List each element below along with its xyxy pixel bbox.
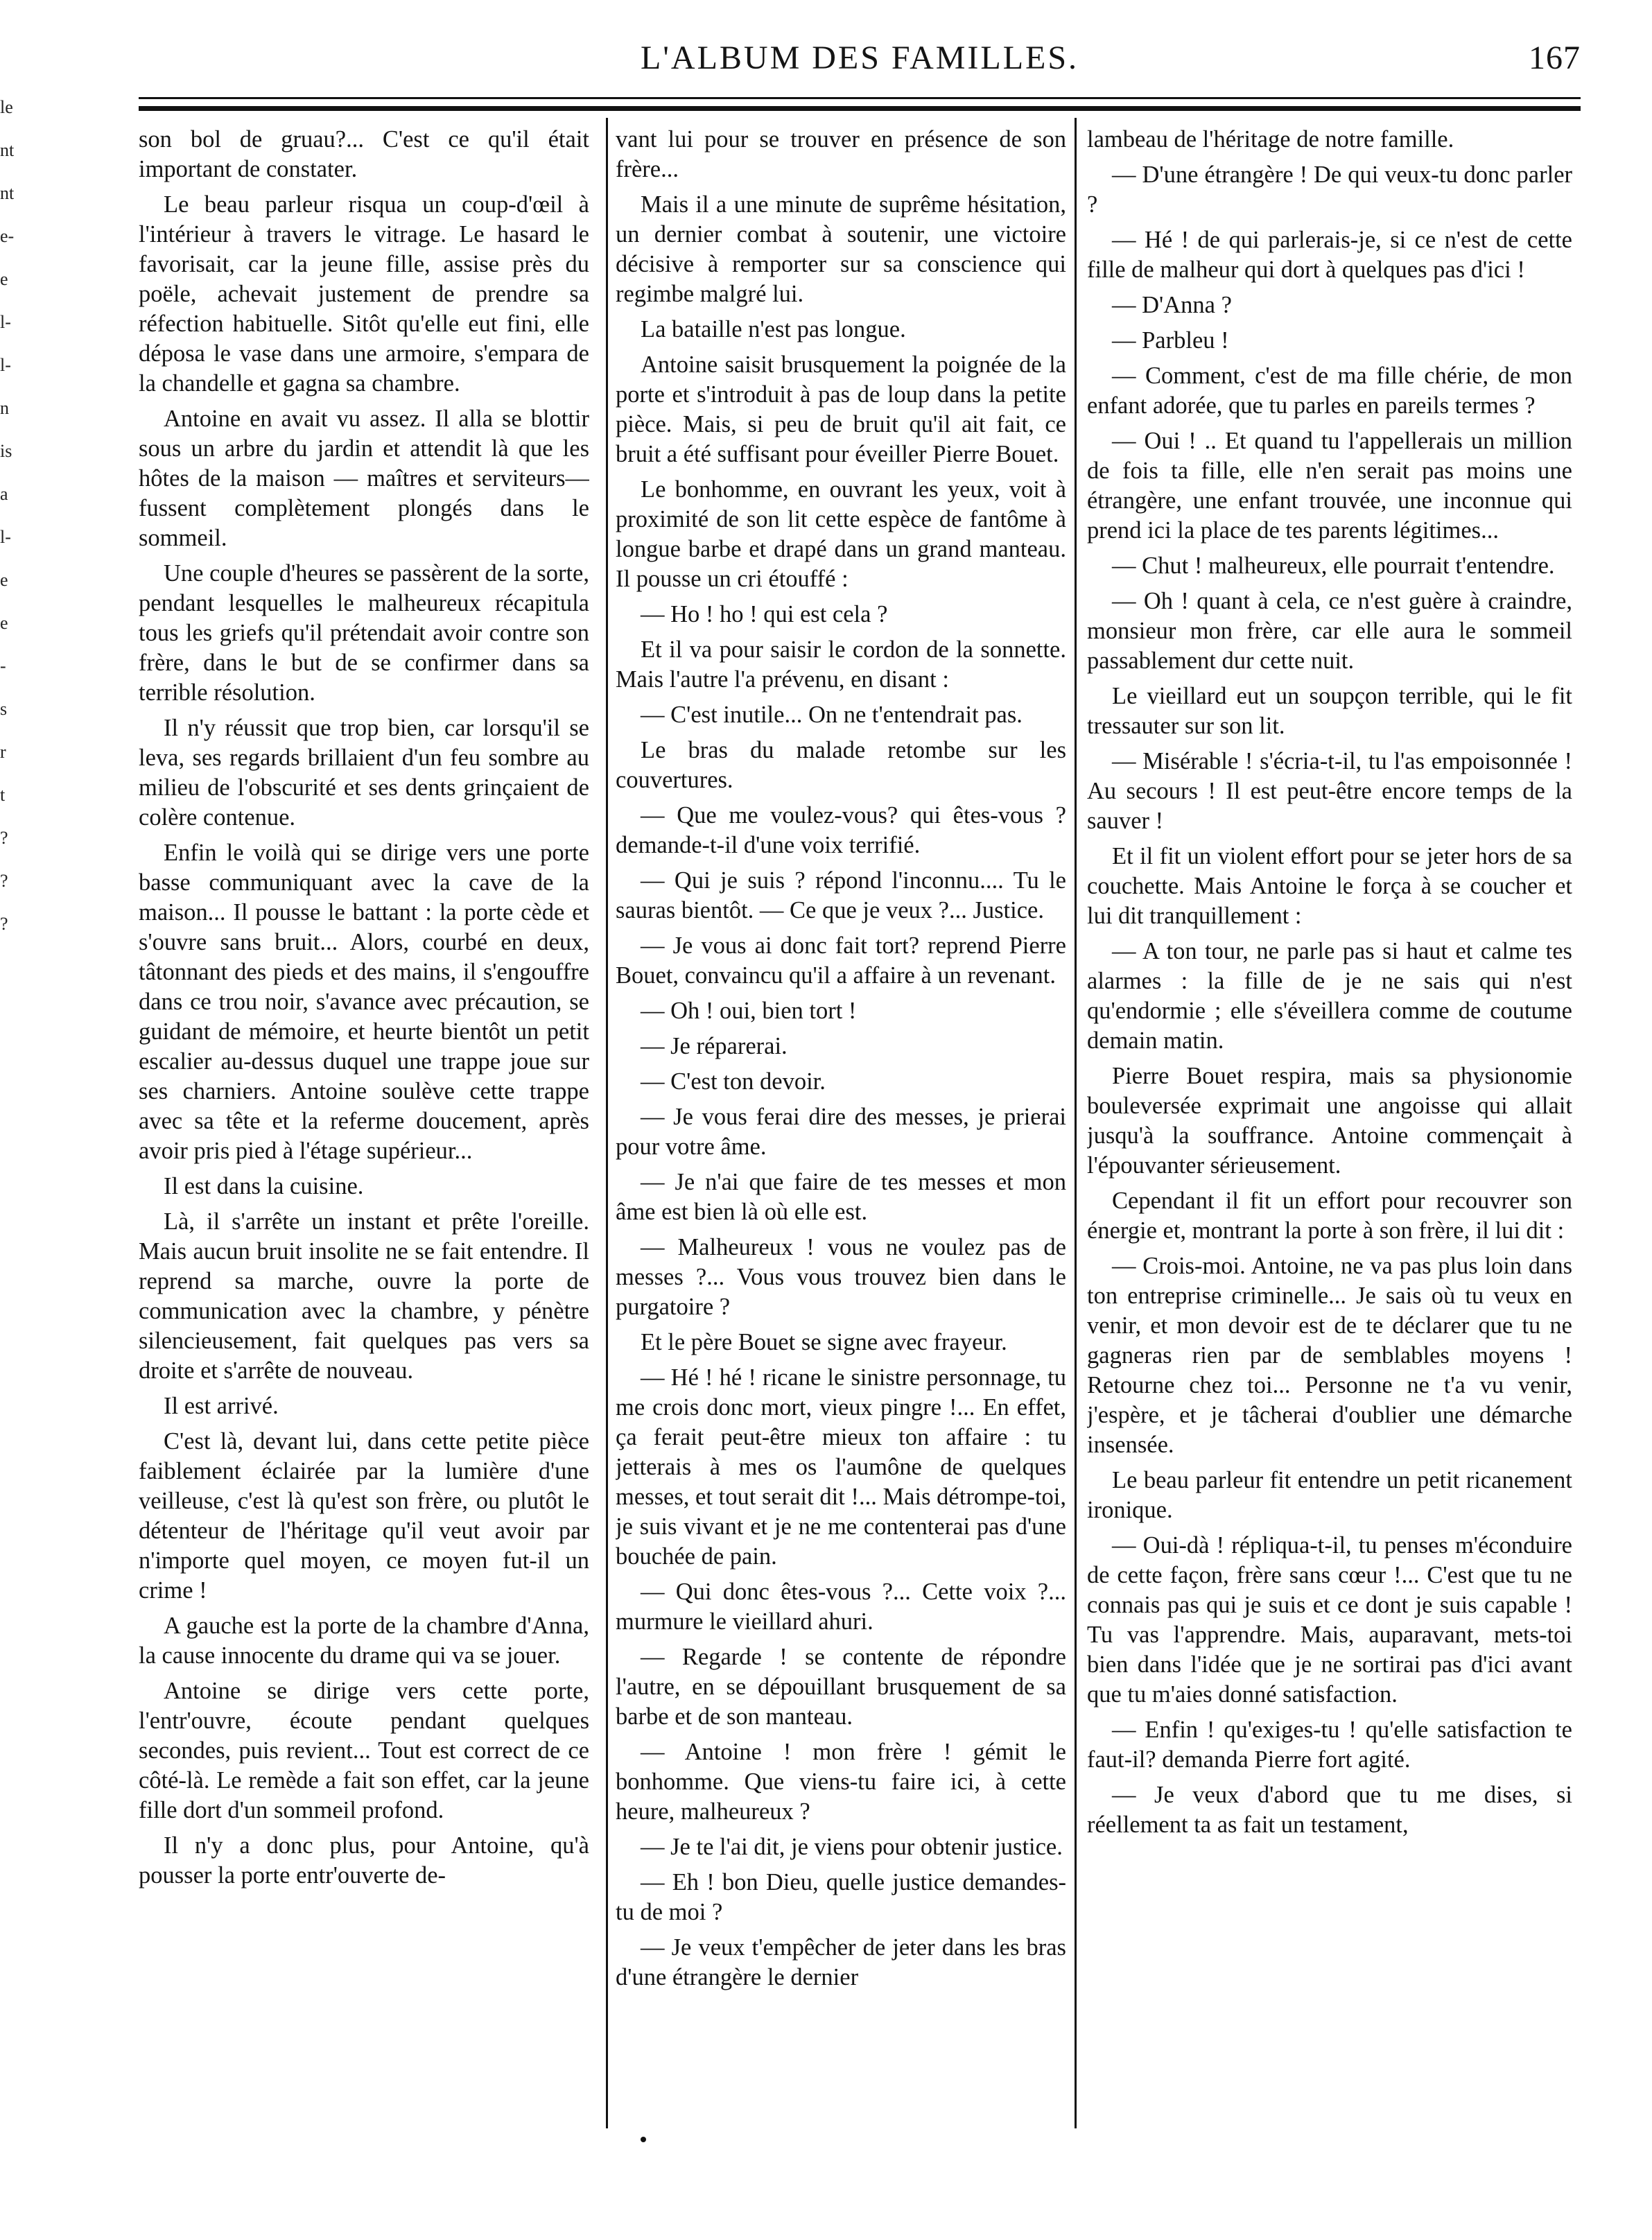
- paragraph: Antoine saisit brusquement la poignée de la porte et s'introduit à pas de loup dans la petite pièce. Mais, si peu de bruit qu'il ait fait, ce bruit a été suffisant pour éveiller Pierre Bouet.: [616, 351, 1066, 467]
- paragraph: Et il fit un violent effort pour se jeter hors de sa couchette. Mais Antoine le força à se coucher et lui dit tranquillement :: [1087, 843, 1572, 929]
- paragraph: — Je réparerai.: [641, 1033, 788, 1059]
- paragraph: — Je veux d'abord que tu me dises, si réellement ta as fait un testament,: [1087, 1782, 1572, 1838]
- margin-fragment: e: [0, 613, 8, 633]
- paragraph: Enfin le voilà qui se dirige vers une porte basse communiquant avec la cave de la maison... Il pousse le battant : la porte cède et s'ouvre sans bruit... Alors, courbé en deux, tâtonnant des pieds et des mains, il s'engouffre dans ce trou noir, s'avance avec précaution, se guidant de mémoire, et heurte bientôt un petit escalier au-dessus duquel une trappe joue sur ses charniers. Antoine soulève cette trappe avec sa tête et la referme doucement, après avoir pris pied à l'étage supérieur...: [139, 840, 589, 1164]
- paragraph: C'est là, devant lui, dans cette petite pièce faiblement éclairée par la lumière d'une veilleuse, c'est là qu'est son frère, ou plutôt le détenteur de l'héritage qu'il veut avoir par n'importe quel moyen, ce moyen fut-il un crime !: [139, 1428, 589, 1604]
- running-title: L'ALBUM DES FAMILLES.: [640, 40, 1079, 76]
- header-rule-thick: [139, 106, 1581, 111]
- paragraph: — Chut ! malheureux, elle pourrait t'entendre.: [1112, 553, 1555, 579]
- paragraph: vant lui pour se trouver en présence de son frère...: [616, 126, 1066, 182]
- paragraph: — Je vous ai donc fait tort? reprend Pierre Bouet, convaincu qu'il a affaire à un revenant.: [616, 932, 1066, 989]
- paragraph: Le beau parleur fit entendre un petit ricanement ironique.: [1087, 1467, 1572, 1523]
- paragraph: Le bras du malade retombe sur les couvertures.: [616, 737, 1066, 793]
- paragraph: — Je veux t'empêcher de jeter dans les bras d'une étrangère le dernier: [616, 1934, 1066, 1990]
- paragraph: — Crois-moi. Antoine, ne va pas plus loin dans ton entreprise criminelle... Je sais où tu veux en venir, et mon devoir est de te déclarer que tu ne gagneras rien par de semblables moyens ! Retourne chez toi... Personne ne t'a vu venir, j'espère, et je tâcherai d'oublier une démarche insensée.: [1087, 1253, 1572, 1458]
- paragraph: lambeau de l'héritage de notre famille.: [1087, 126, 1454, 153]
- paragraph: — Hé ! de qui parlerais-je, si ce n'est de cette fille de malheur qui dort à quelques pas d'ici !: [1087, 227, 1572, 283]
- paragraph: Antoine se dirige vers cette porte, l'entr'ouvre, écoute pendant quelques secondes, puis revient... Tout est correct de ce côté-là. Le remède a fait son effet, car la jeune fille dort d'un sommeil profond.: [139, 1678, 589, 1823]
- paragraph: — Que me voulez-vous? qui êtes-vous ? demande-t-il d'une voix terrifié.: [616, 802, 1066, 858]
- paragraph: — Oui-dà ! répliqua-t-il, tu penses m'éconduire de cette façon, frère sans cœur !... C'est que tu ne connais pas qui je suis et ce dont je suis capable ! Tu vas l'apprendre. Mais, auparavant, mets-toi bien dans l'idée que je ne sortirai pas d'ici avant que tu m'aies donné satisfaction.: [1087, 1532, 1572, 1708]
- paragraph: — Oui ! .. Et quand tu l'appellerais un million de fois ta fille, elle n'en serait pas moins une étrangère, une enfant trouvée, une inconnue qui prend ici la place de tes parents légitimes...: [1087, 428, 1572, 544]
- margin-fragment: e: [0, 570, 8, 590]
- margin-fragment: l-: [0, 527, 11, 547]
- text-column-2: [616, 125, 1066, 2135]
- paragraph: Il n'y réussit que trop bien, car lorsqu'il se leva, ses regards brillaient d'un feu sombre au milieu de l'obscurité et ses dents grinçaient de colère contenue.: [139, 715, 589, 831]
- paragraph: — Je vous ferai dire des messes, je prierai pour votre âme.: [616, 1104, 1066, 1160]
- page-number: 167: [1529, 40, 1581, 76]
- paragraph: — Regarde ! se contente de répondre l'autre, en se dépouillant brusquement de sa barbe et de son manteau.: [616, 1644, 1066, 1730]
- paragraph: — Je n'ai que faire de tes messes et mon âme est bien là où elle est.: [616, 1169, 1066, 1225]
- margin-fragment: l-: [0, 312, 11, 332]
- margin-fragment: r: [0, 742, 6, 762]
- paragraph: — Oh ! quant à cela, ce n'est guère à craindre, monsieur mon frère, car elle aura le sommeil passablement dur cette nuit.: [1087, 588, 1572, 674]
- paragraph: — Hé ! hé ! ricane le sinistre personnage, tu me crois donc mort, vieux pingre !... En effet, ça ferait peut-être mieux ton affaire : tu jetterais à mes os l'aumône de quelques messes, et tout serait dit !... Mais détrompe-toi, je suis vivant et je ne me contenterai pas d'une bouchée de pain.: [616, 1364, 1066, 1570]
- margin-fragment: is: [0, 441, 12, 461]
- paragraph: Pierre Bouet respira, mais sa physionomie bouleversée exprimait une angoisse qui allait jusqu'à la souffrance. Antoine commençait à l'épouvanter sérieusement.: [1087, 1063, 1572, 1179]
- printer-dot: [641, 2137, 646, 2142]
- margin-fragment: nt: [0, 140, 15, 160]
- margin-fragment: s: [0, 699, 8, 719]
- paragraph: — C'est inutile... On ne t'entendrait pas.: [641, 702, 1023, 728]
- left-margin-fragments: [0, 97, 31, 998]
- paragraph: Il n'y a donc plus, pour Antoine, qu'à pousser la porte entr'ouverte de-: [139, 1832, 589, 1889]
- paragraph: — Qui je suis ? répond l'inconnu.... Tu le sauras bientôt. — Ce que je veux ?... Justice.: [616, 867, 1066, 923]
- paragraph: Cependant il fit un effort pour recouvrer son énergie et, montrant la porte à son frère, il lui dit :: [1087, 1188, 1572, 1244]
- paragraph: — C'est ton devoir.: [641, 1068, 826, 1095]
- paragraph: Une couple d'heures se passèrent de la sorte, pendant lesquelles le malheureux récapitula tous les griefs qu'il prétendait avoir contre son frère, dans le but de se confirmer dans sa terrible résolution.: [139, 560, 589, 706]
- column-divider-2: [1075, 118, 1077, 2128]
- paragraph: Le beau parleur risqua un coup-d'œil à l'intérieur à travers le vitrage. Le hasard le favorisait, car la jeune fille, assise près du poële, achevait justement de prendre sa réfection habituelle. Sitôt qu'elle eut fini, elle déposa le vase dans une armoire, s'empara de la chandelle et gagna sa chambre.: [139, 191, 589, 397]
- paragraph: Là, il s'arrête un instant et prête l'oreille. Mais aucun bruit insolite ne se fait entendre. Il reprend sa marche, ouvre la porte de communication avec la chambre, y pénètre silencieusement, fait quelques pas vers sa droite et s'arrête de nouveau.: [139, 1208, 589, 1384]
- paragraph: — D'une étrangère ! De qui veux-tu donc parler ?: [1087, 162, 1572, 218]
- paragraph: A gauche est la porte de la chambre d'Anna, la cause innocente du drame qui va se jouer.: [139, 1613, 589, 1669]
- paragraph: — A ton tour, ne parle pas si haut et calme tes alarmes : la fille de je ne sais qui n'est qu'endormie ; elle s'éveillera comme de coutume demain matin.: [1087, 938, 1572, 1054]
- paragraph: — Qui donc êtes-vous ?... Cette voix ?... murmure le vieillard ahuri.: [616, 1579, 1066, 1635]
- paragraph: — Malheureux ! vous ne voulez pas de messes ?... Vous vous trouvez bien dans le purgatoire ?: [616, 1234, 1066, 1320]
- header-rule-thin: [139, 97, 1581, 99]
- text-column-1: [139, 125, 589, 2135]
- margin-fragment: e-: [0, 226, 15, 246]
- margin-fragment: a: [0, 484, 8, 504]
- page-header: [139, 39, 1581, 80]
- column-divider-1: [606, 118, 608, 2128]
- paragraph: Le bonhomme, en ouvrant les yeux, voit à proximité de son lit cette espèce de fantôme à longue barbe et drapé dans un grand manteau. Il pousse un cri étouffé :: [616, 476, 1066, 592]
- margin-fragment: -: [0, 656, 6, 676]
- paragraph: — Ho ! ho ! qui est cela ?: [641, 601, 888, 627]
- paragraph: — Je te l'ai dit, je viens pour obtenir justice.: [641, 1834, 1063, 1860]
- paragraph: Antoine en avait vu assez. Il alla se blottir sous un arbre du jardin et attendit là que les hôtes de la maison — maîtres et serviteurs— fussent complètement plongés dans le sommeil.: [139, 406, 589, 551]
- margin-fragment: ?: [0, 828, 8, 848]
- paragraph: La bataille n'est pas longue.: [641, 316, 906, 342]
- paragraph: — Oh ! oui, bien tort !: [641, 998, 857, 1024]
- margin-fragment: t: [0, 785, 6, 805]
- margin-fragment: nt: [0, 183, 15, 203]
- paragraph: — Eh ! bon Dieu, quelle justice demandes-tu de moi ?: [616, 1869, 1066, 1925]
- margin-fragment: ?: [0, 914, 8, 934]
- paragraph: — Enfin ! qu'exiges-tu ! qu'elle satisfaction te faut-il? demanda Pierre fort agité.: [1087, 1717, 1572, 1773]
- text-column-3: [1087, 125, 1572, 2135]
- paragraph: Et il va pour saisir le cordon de la sonnette. Mais l'autre l'a prévenu, en disant :: [616, 636, 1066, 693]
- paragraph: Il est dans la cuisine.: [164, 1173, 364, 1199]
- paragraph: Le vieillard eut un soupçon terrible, qui le fit tressauter sur son lit.: [1087, 683, 1572, 739]
- margin-fragment: ?: [0, 871, 8, 891]
- paragraph: — D'Anna ?: [1112, 292, 1232, 318]
- paragraph: — Antoine ! mon frère ! gémit le bonhomme. Que viens-tu faire ici, à cette heure, malheureux ?: [616, 1739, 1066, 1825]
- margin-fragment: e: [0, 269, 8, 289]
- paragraph: son bol de gruau?... C'est ce qu'il était important de constater.: [139, 126, 589, 182]
- margin-fragment: l-: [0, 355, 11, 375]
- paragraph: Mais il a une minute de suprême hésitation, un dernier combat à soutenir, une victoire décisive à remporter sur sa conscience qui regimbe malgré lui.: [616, 191, 1066, 307]
- paragraph: — Parbleu !: [1112, 327, 1229, 354]
- paragraph: Et le père Bouet se signe avec frayeur.: [641, 1329, 1007, 1355]
- paragraph: Il est arrivé.: [164, 1393, 279, 1419]
- margin-fragment: le: [0, 97, 13, 117]
- paragraph: — Comment, c'est de ma fille chérie, de mon enfant adorée, que tu parles en pareils termes ?: [1087, 363, 1572, 419]
- paragraph: — Misérable ! s'écria-t-il, tu l'as empoisonnée ! Au secours ! Il est peut-être encore temps de la sauver !: [1087, 748, 1572, 834]
- margin-fragment: n: [0, 398, 9, 418]
